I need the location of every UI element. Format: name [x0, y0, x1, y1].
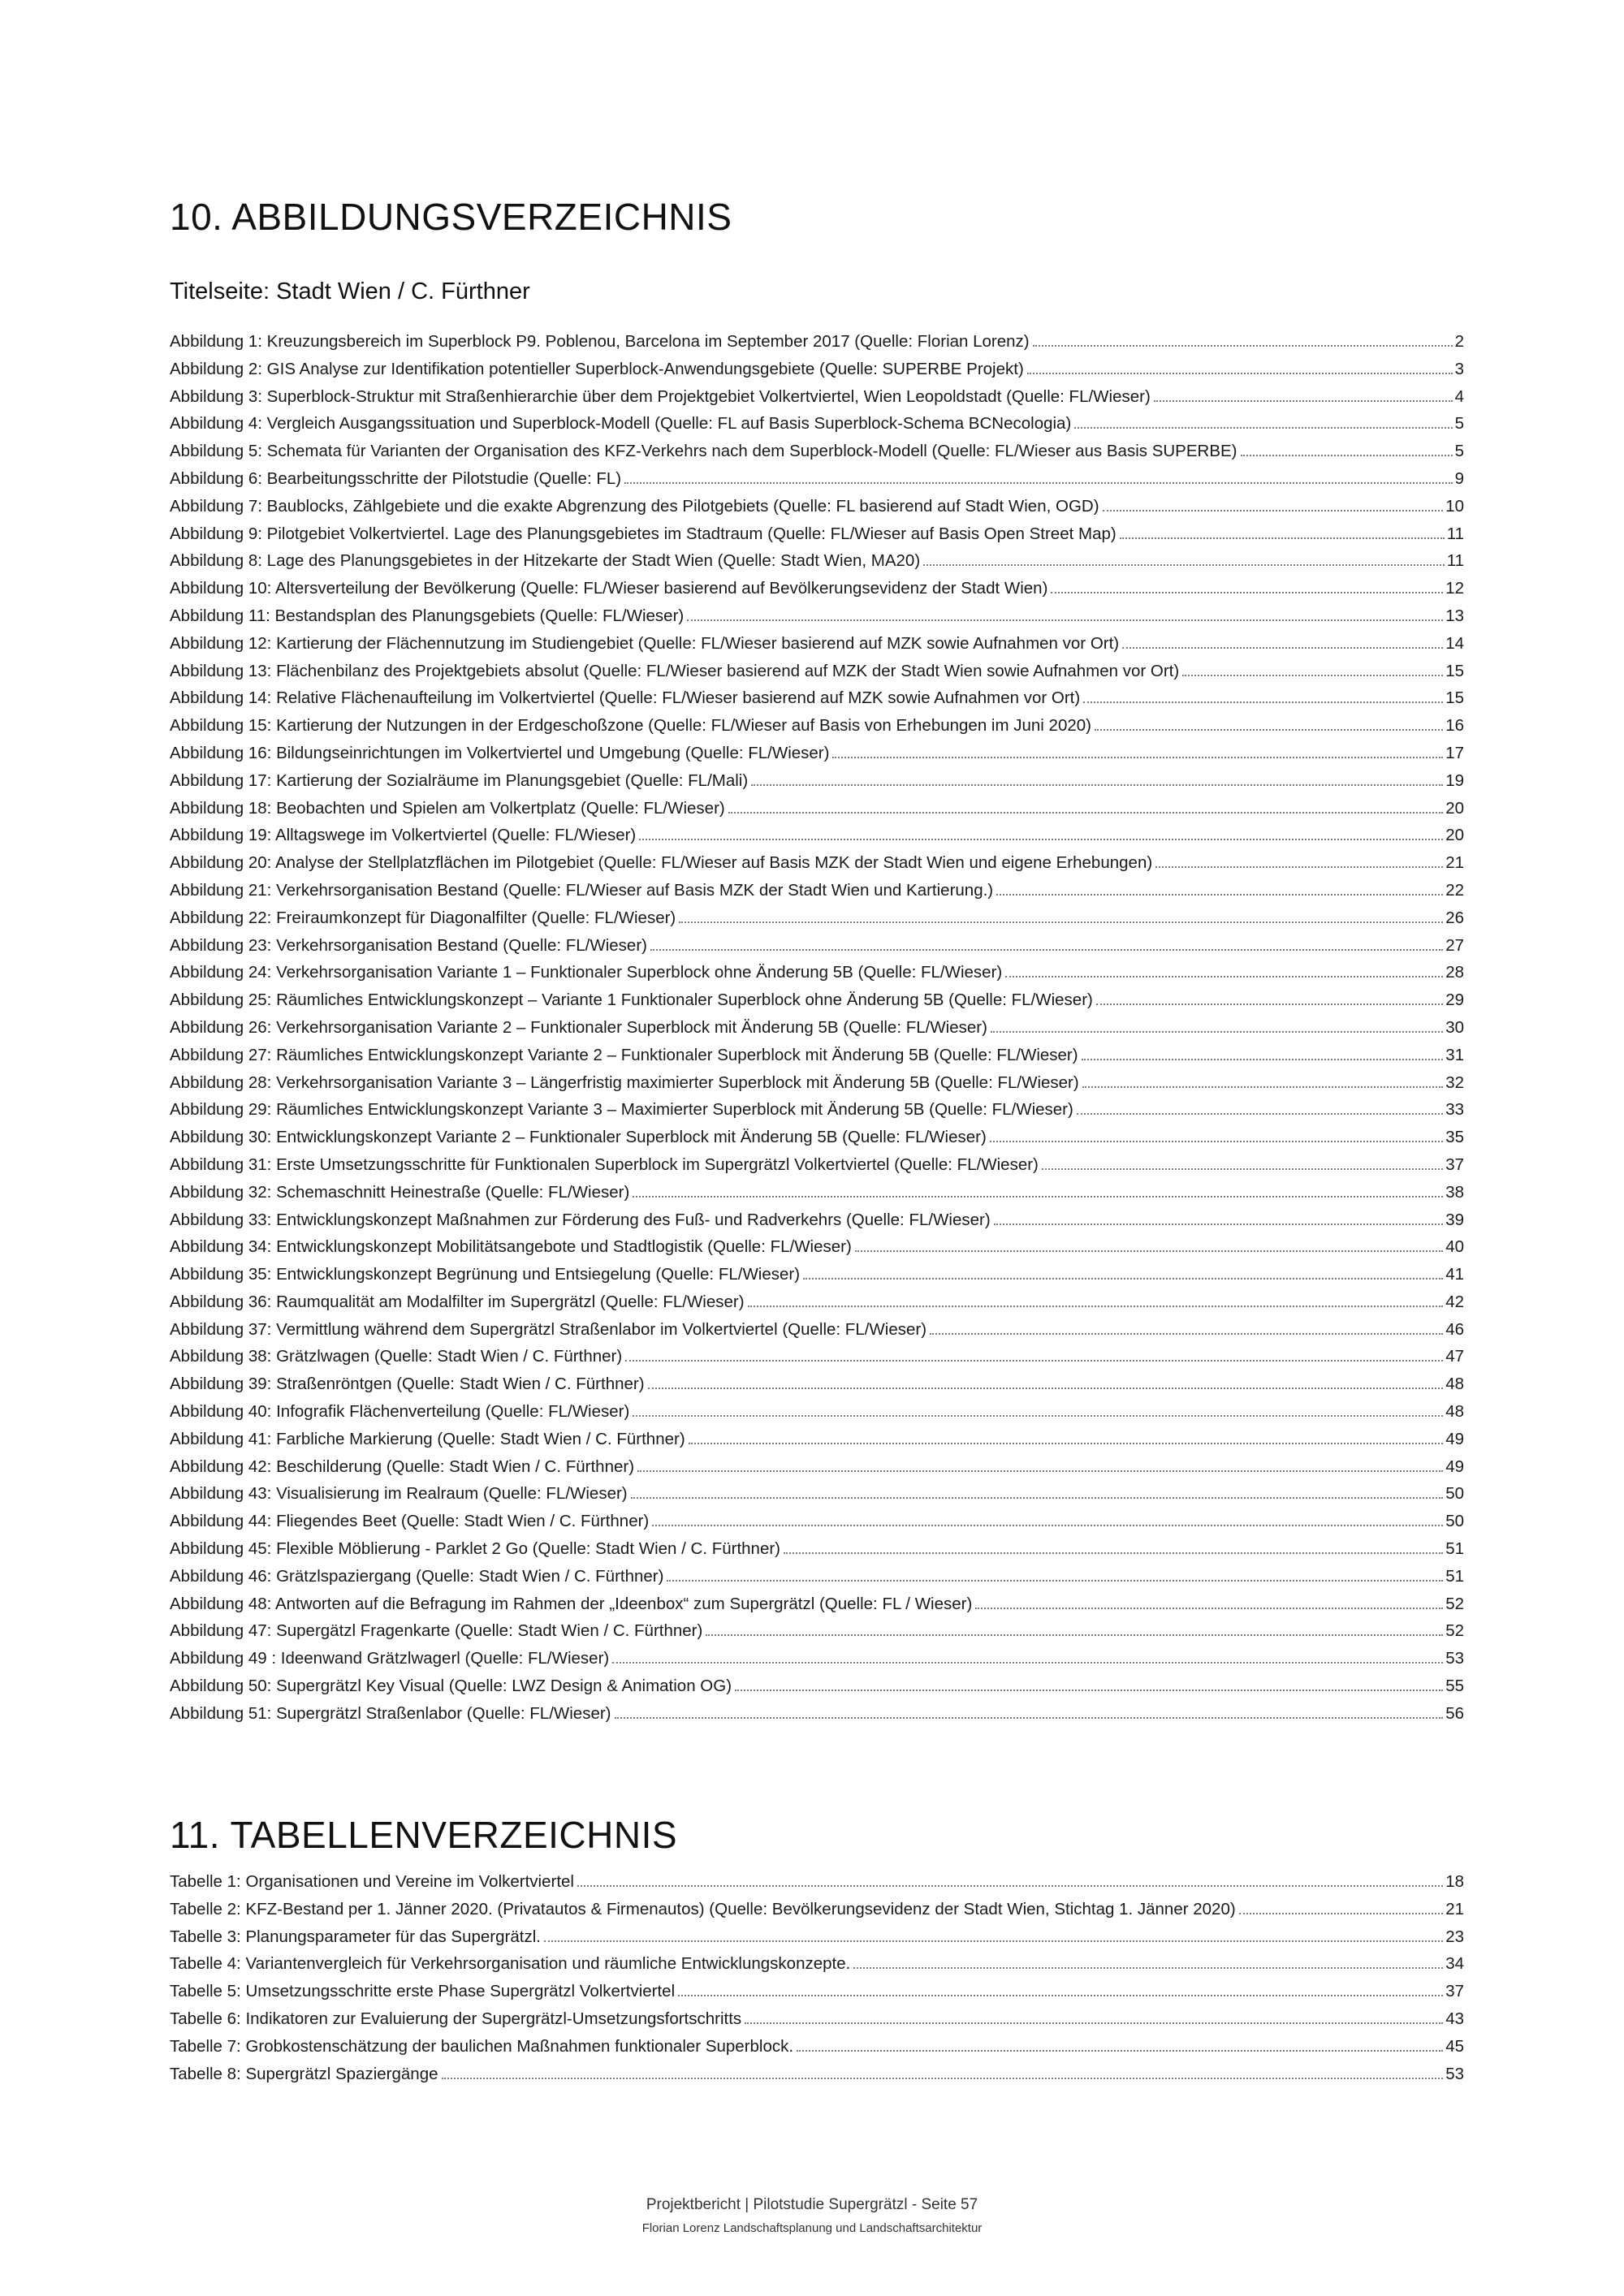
entry-label: Abbildung 21: Verkehrsorganisation Bestand (Quelle: FL/Wieser auf Basis MZK der Stadt Wien und Kartierung.) [170, 880, 994, 900]
figure-entry[interactable] [170, 932, 1464, 960]
entry-page-number: 18 [1445, 1872, 1464, 1891]
entry-label: Abbildung 25: Räumliches Entwicklungskonzept – Variante 1 Funktionaler Superblock ohne Änderung 5B (Quelle: FL/Wieser) [170, 990, 1093, 1010]
dot-leader [1042, 1168, 1443, 1170]
entry-page-number: 21 [1445, 1899, 1464, 1918]
entry-page-number: 13 [1445, 606, 1464, 625]
entry-label: Abbildung 24: Verkehrsorganisation Variante 1 – Funktionaler Superblock ohne Änderung 5B (Quelle: FL/Wieser) [170, 963, 1003, 982]
figure-entry[interactable] [170, 712, 1464, 740]
dot-leader [639, 839, 1443, 840]
figure-entry[interactable] [170, 1480, 1464, 1508]
entry-label: Abbildung 35: Entwicklungskonzept Begrünung und Entsiegelung (Quelle: FL/Wieser) [170, 1265, 801, 1284]
dot-leader [1083, 701, 1443, 703]
figure-entry[interactable] [170, 877, 1464, 904]
entry-page-number: 14 [1445, 633, 1464, 653]
dot-leader [615, 1717, 1444, 1719]
dot-leader [1122, 647, 1443, 649]
dot-leader [797, 2050, 1443, 2052]
entry-page-number: 40 [1445, 1237, 1464, 1257]
dot-leader [442, 2078, 1444, 2079]
entry-label: Tabelle 8: Supergrätzl Spaziergänge [170, 2064, 438, 2083]
dot-leader [923, 564, 1445, 566]
figure-entry[interactable] [170, 849, 1464, 877]
figure-entry[interactable] [170, 575, 1464, 602]
dot-leader [748, 1306, 1444, 1307]
dot-leader [990, 1141, 1443, 1142]
figure-entry[interactable] [170, 795, 1464, 822]
entry-label: Abbildung 49 : Ideenwand Grätzlwagerl (Quelle: FL/Wieser) [170, 1649, 610, 1668]
dot-leader [745, 2022, 1443, 2024]
figure-entry[interactable] [170, 1426, 1464, 1453]
entry-label: Abbildung 46: Grätzlspaziergang (Quelle: Stadt Wien / C. Fürthner) [170, 1566, 664, 1586]
title-page-credit: Titelseite: Stadt Wien / C. Fürthner [170, 278, 530, 304]
entry-label: Abbildung 32: Schemaschnitt Heinestraße (Quelle: FL/Wieser) [170, 1182, 630, 1202]
entry-page-number: 20 [1445, 826, 1464, 845]
table-entry[interactable] [170, 2033, 1464, 2061]
dot-leader [1033, 345, 1453, 347]
dot-leader [994, 1224, 1444, 1225]
table-entry[interactable] [170, 1923, 1464, 1951]
entry-label: Abbildung 12: Kartierung der Flächennutzung im Studiengebiet (Quelle: FL/Wieser basierend auf MZK sowie Aufnahmen vor Ort) [170, 633, 1120, 653]
figure-entry[interactable] [170, 1069, 1464, 1097]
entry-page-number: 52 [1445, 1621, 1464, 1641]
dot-leader [975, 1608, 1443, 1609]
figures-heading: 10. ABBILDUNGSVERZEICHNIS [170, 196, 732, 238]
dot-leader [633, 1196, 1443, 1198]
figure-entry[interactable] [170, 1288, 1464, 1316]
entry-page-number: 47 [1445, 1347, 1464, 1366]
entry-label: Abbildung 1: Kreuzungsbereich im Superblock P9. Poblenou, Barcelona im September 2017 (Quelle: Florian Lorenz) [170, 332, 1030, 351]
figure-entry[interactable] [170, 493, 1464, 520]
tables-list [170, 1868, 1464, 2087]
entry-label: Abbildung 11: Bestandsplan des Planungsgebiets (Quelle: FL/Wieser) [170, 606, 685, 625]
entry-label: Abbildung 29: Räumliches Entwicklungskonzept Variante 3 – Maximierter Superblock mit Änderung 5B (Quelle: FL/Wieser) [170, 1100, 1073, 1120]
entry-label: Abbildung 26: Verkehrsorganisation Variante 2 – Funktionaler Superblock mit Änderung 5B (Quelle: FL/Wieser) [170, 1017, 987, 1037]
dot-leader [689, 1443, 1444, 1444]
figure-entry[interactable] [170, 1398, 1464, 1426]
entry-page-number: 10 [1445, 496, 1464, 516]
entry-label: Abbildung 51: Supergrätzl Straßenlabor (Quelle: FL/Wieser) [170, 1703, 611, 1723]
entry-label: Abbildung 37: Vermittlung während dem Supergrätzl Straßenlabor im Volkertviertel (Quelle: FL/Wieser) [170, 1319, 927, 1339]
dot-leader [853, 1967, 1443, 1969]
entry-page-number: 51 [1445, 1566, 1464, 1586]
entry-label: Abbildung 4: Vergleich Ausgangssituation und Superblock-Modell (Quelle: FL auf Basis Superblock-Schema BCNecologia) [170, 414, 1072, 434]
entry-label: Abbildung 28: Verkehrsorganisation Variante 3 – Längerfristig maximierter Superblock mit Änderung 5B (Quelle: FL/Wieser) [170, 1072, 1079, 1092]
entry-page-number: 16 [1445, 716, 1464, 736]
dot-leader [1154, 400, 1453, 402]
figure-entry[interactable] [170, 1590, 1464, 1618]
dot-leader [735, 1690, 1443, 1691]
dot-leader [803, 1278, 1443, 1280]
figure-entry[interactable] [170, 1535, 1464, 1563]
entry-page-number: 38 [1445, 1182, 1464, 1202]
entry-label: Abbildung 13: Flächenbilanz des Projektgebiets absolut (Quelle: FL/Wieser basierend auf MZK der Stadt Wien sowie Aufnahmen vor Ort) [170, 661, 1180, 680]
dot-leader [667, 1580, 1443, 1582]
entry-page-number: 21 [1445, 853, 1464, 873]
figure-entry[interactable] [170, 1014, 1464, 1042]
dot-leader [1074, 427, 1452, 429]
figure-entry[interactable] [170, 822, 1464, 849]
figure-entry[interactable] [170, 1316, 1464, 1344]
figure-entry[interactable] [170, 1617, 1464, 1645]
entry-label: Abbildung 7: Baublocks, Zählgebiete und die exakte Abgrenzung des Pilotgebiets (Quelle: FL basierend auf Stadt Wien, OGD) [170, 496, 1099, 516]
figure-entry[interactable] [170, 328, 1464, 356]
figure-entry[interactable] [170, 1563, 1464, 1590]
entry-label: Abbildung 39: Straßenröntgen (Quelle: Stadt Wien / C. Fürthner) [170, 1375, 645, 1394]
dot-leader [1239, 1913, 1443, 1914]
dot-leader [1051, 592, 1443, 593]
entry-page-number: 12 [1445, 579, 1464, 598]
dot-leader [1095, 729, 1443, 731]
entry-page-number: 20 [1445, 798, 1464, 818]
entry-label: Abbildung 40: Infografik Flächenverteilung (Quelle: FL/Wieser) [170, 1402, 630, 1422]
dot-leader [930, 1333, 1443, 1335]
dot-leader [687, 619, 1443, 621]
entry-page-number: 9 [1454, 468, 1464, 488]
entry-page-number: 48 [1445, 1375, 1464, 1394]
dot-leader [751, 784, 1443, 786]
entry-page-number: 35 [1445, 1128, 1464, 1147]
entry-page-number: 11 [1446, 551, 1464, 571]
figure-entry[interactable] [170, 1233, 1464, 1261]
dot-leader [1096, 1003, 1443, 1005]
dot-leader [631, 1497, 1444, 1499]
entry-page-number: 17 [1445, 743, 1464, 762]
entry-page-number: 34 [1445, 1954, 1464, 1974]
figure-entry[interactable] [170, 1096, 1464, 1124]
dot-leader [832, 757, 1443, 758]
entry-label: Abbildung 47: Supergätzl Fragenkarte (Quelle: Stadt Wien / C. Fürthner) [170, 1621, 703, 1641]
entry-page-number: 30 [1445, 1017, 1464, 1037]
dot-leader [625, 1360, 1443, 1362]
entry-label: Abbildung 15: Kartierung der Nutzungen in der Erdgeschoßzone (Quelle: FL/Wieser auf Basis von Erhebungen im Juni 2020) [170, 716, 1091, 736]
dot-leader [728, 812, 1443, 814]
entry-label: Abbildung 19: Alltagswege im Volkertviertel (Quelle: FL/Wieser) [170, 826, 637, 845]
figure-entry[interactable] [170, 904, 1464, 932]
dot-leader [652, 1525, 1443, 1526]
dot-leader [1077, 1113, 1443, 1115]
entry-label: Abbildung 33: Entwicklungskonzept Maßnahmen zur Förderung des Fuß- und Radverkehrs (Quelle: FL/Wieser) [170, 1210, 991, 1229]
entry-label: Tabelle 3: Planungsparameter für das Supergrätzl. [170, 1927, 541, 1946]
entry-page-number: 22 [1445, 880, 1464, 900]
entry-label: Abbildung 42: Beschilderung (Quelle: Stadt Wien / C. Fürthner) [170, 1457, 635, 1476]
dot-leader [1027, 373, 1453, 374]
figure-entry[interactable] [170, 1151, 1464, 1179]
entry-label: Abbildung 27: Räumliches Entwicklungskonzept Variante 2 – Funktionaler Superblock mit Änderung 5B (Quelle: FL/Wieser) [170, 1045, 1078, 1064]
entry-label: Abbildung 9: Pilotgebiet Volkertviertel. Lage des Planungsgebietes im Stadtraum (Quelle: FL/Wieser auf Basis Open Street Map) [170, 524, 1116, 543]
figure-entry[interactable] [170, 1645, 1464, 1672]
entry-label: Tabelle 6: Indikatoren zur Evaluierung der Supergrätzl-Umsetzungsfortschritts [170, 2009, 742, 2028]
entry-label: Abbildung 44: Fliegendes Beet (Quelle: Stadt Wien / C. Fürthner) [170, 1512, 650, 1531]
dot-leader [996, 894, 1443, 896]
entry-label: Abbildung 23: Verkehrsorganisation Bestand (Quelle: FL/Wieser) [170, 935, 647, 955]
entry-page-number: 3 [1454, 359, 1464, 378]
figure-entry[interactable] [170, 1179, 1464, 1206]
figure-entry[interactable] [170, 740, 1464, 767]
entry-page-number: 29 [1445, 990, 1464, 1010]
entry-label: Abbildung 48: Antworten auf die Befragung im Rahmen der „Ideenbox“ zum Supergrätzl (Quelle: FL / Wieser) [170, 1594, 973, 1613]
dot-leader [855, 1250, 1443, 1252]
entry-page-number: 11 [1446, 524, 1464, 543]
entry-page-number: 49 [1445, 1457, 1464, 1476]
table-entry[interactable] [170, 1978, 1464, 2005]
entry-page-number: 50 [1445, 1484, 1464, 1504]
entry-label: Abbildung 16: Bildungseinrichtungen im Volkertviertel und Umgebung (Quelle: FL/Wieser) [170, 743, 830, 762]
entry-label: Abbildung 34: Entwicklungskonzept Mobilitätsangebote und Stadtlogistik (Quelle: FL/Wieser) [170, 1237, 852, 1257]
dot-leader [1155, 866, 1443, 868]
figure-entry[interactable] [170, 356, 1464, 383]
figure-entry[interactable] [170, 658, 1464, 685]
figure-entry[interactable] [170, 438, 1464, 465]
figure-entry[interactable] [170, 465, 1464, 493]
entry-label: Abbildung 31: Erste Umsetzungsschritte für Funktionalen Superblock im Supergrätzl Volkertviertel (Quelle: FL/Wieser) [170, 1154, 1039, 1174]
dot-leader [544, 1940, 1443, 1942]
entry-label: Tabelle 5: Umsetzungsschritte erste Phase Supergrätzl Volkertviertel [170, 1982, 676, 2001]
entry-page-number: 28 [1445, 963, 1464, 982]
entry-page-number: 53 [1445, 2064, 1464, 2083]
dot-leader [612, 1662, 1443, 1664]
dot-leader [1103, 510, 1444, 511]
dot-leader [1120, 537, 1445, 539]
figure-entry[interactable] [170, 1370, 1464, 1398]
dot-leader [577, 1885, 1443, 1887]
entry-label: Abbildung 10: Altersverteilung der Bevölkerung (Quelle: FL/Wieser basierend auf Bevölkerungsevidenz der Stadt Wien) [170, 579, 1048, 598]
entry-page-number: 46 [1445, 1319, 1464, 1339]
entry-page-number: 23 [1445, 1927, 1464, 1946]
entry-label: Abbildung 5: Schemata für Varianten der Organisation des KFZ-Verkehrs nach dem Superblock-Modell (Quelle: FL/Wieser aus Basis SUPERBE) [170, 442, 1237, 461]
entry-label: Tabelle 7: Grobkostenschätzung der baulichen Maßnahmen funktionaler Superblock. [170, 2036, 794, 2056]
entry-page-number: 2 [1454, 332, 1464, 351]
figure-entry[interactable] [170, 959, 1464, 986]
entry-label: Abbildung 30: Entwicklungskonzept Variante 2 – Funktionaler Superblock mit Änderung 5B (Quelle: FL/Wieser) [170, 1128, 987, 1147]
entry-page-number: 43 [1445, 2009, 1464, 2028]
entry-page-number: 19 [1445, 770, 1464, 790]
entry-label: Abbildung 43: Visualisierung im Realraum (Quelle: FL/Wieser) [170, 1484, 628, 1504]
figure-entry[interactable] [170, 1672, 1464, 1700]
entry-page-number: 31 [1445, 1045, 1464, 1064]
entry-page-number: 26 [1445, 908, 1464, 927]
dot-leader [1241, 455, 1453, 456]
figure-entry[interactable] [170, 1343, 1464, 1370]
figure-entry[interactable] [170, 684, 1464, 712]
figure-entry[interactable] [170, 1206, 1464, 1234]
entry-label: Abbildung 3: Superblock-Struktur mit Straßenhierarchie über dem Projektgebiet Volkertviertel, Wien Leopoldstadt (Quelle: FL/Wieser) [170, 386, 1151, 406]
dot-leader [784, 1552, 1443, 1554]
dot-leader [991, 1031, 1443, 1033]
entry-page-number: 56 [1445, 1703, 1464, 1723]
table-entry[interactable] [170, 1896, 1464, 1923]
entry-label: Abbildung 20: Analyse der Stellplatzflächen im Pilotgebiet (Quelle: FL/Wieser auf Basis MZK der Stadt Wien und eigene Erhebungen) [170, 853, 1153, 873]
dot-leader [650, 949, 1443, 951]
dot-leader [1005, 976, 1443, 978]
entry-page-number: 42 [1445, 1292, 1464, 1311]
entry-label: Abbildung 38: Grätzlwagen (Quelle: Stadt Wien / C. Fürthner) [170, 1347, 623, 1366]
dot-leader [633, 1415, 1443, 1417]
entry-label: Abbildung 18: Beobachten und Spielen am Volkertplatz (Quelle: FL/Wieser) [170, 798, 725, 818]
figure-entry[interactable] [170, 547, 1464, 575]
entry-label: Abbildung 36: Raumqualität am Modalfilter im Supergrätzl (Quelle: FL/Wieser) [170, 1292, 745, 1311]
dot-leader [678, 1995, 1443, 1996]
figure-entry[interactable] [170, 767, 1464, 795]
entry-page-number: 41 [1445, 1265, 1464, 1284]
entry-page-number: 15 [1445, 661, 1464, 680]
entry-label: Tabelle 2: KFZ-Bestand per 1. Jänner 2020. (Privatautos & Firmenautos) (Quelle: Bevölkerungsevidenz der Stadt Wien, Stichtag 1. Jänner 2020) [170, 1899, 1236, 1918]
figure-entry[interactable] [170, 383, 1464, 411]
entry-page-number: 50 [1445, 1512, 1464, 1531]
entry-page-number: 53 [1445, 1649, 1464, 1668]
figure-entry[interactable] [170, 1700, 1464, 1728]
entry-label: Tabelle 1: Organisationen und Vereine im Volkertviertel [170, 1872, 574, 1891]
entry-label: Abbildung 22: Freiraumkonzept für Diagonalfilter (Quelle: FL/Wieser) [170, 908, 676, 927]
entry-label: Abbildung 41: Farbliche Markierung (Quelle: Stadt Wien / C. Fürthner) [170, 1429, 685, 1448]
figure-entry[interactable] [170, 1453, 1464, 1481]
entry-page-number: 27 [1445, 935, 1464, 955]
dot-leader [648, 1388, 1444, 1389]
figure-entry[interactable] [170, 1124, 1464, 1151]
table-entry[interactable] [170, 1950, 1464, 1978]
table-entry[interactable] [170, 2061, 1464, 2088]
figure-entry[interactable] [170, 986, 1464, 1014]
entry-page-number: 51 [1445, 1539, 1464, 1559]
figure-entry[interactable] [170, 630, 1464, 658]
dot-leader [637, 1470, 1443, 1472]
entry-page-number: 45 [1445, 2036, 1464, 2056]
figure-entry[interactable] [170, 1261, 1464, 1288]
dot-leader [1082, 1059, 1444, 1060]
dot-leader [624, 482, 1453, 484]
entry-page-number: 48 [1445, 1402, 1464, 1422]
dot-leader [1182, 675, 1443, 676]
entry-page-number: 33 [1445, 1100, 1464, 1120]
entry-page-number: 5 [1454, 442, 1464, 461]
figure-entry[interactable] [170, 520, 1464, 548]
figure-entry[interactable] [170, 1042, 1464, 1069]
entry-label: Abbildung 8: Lage des Planungsgebietes in der Hitzekarte der Stadt Wien (Quelle: Stadt Wien, MA20) [170, 551, 921, 571]
entry-label: Abbildung 17: Kartierung der Sozialräume im Planungsgebiet (Quelle: FL/Mali) [170, 770, 749, 790]
entry-page-number: 37 [1445, 1154, 1464, 1174]
figures-list [170, 328, 1464, 1728]
entry-label: Abbildung 45: Flexible Möblierung - Parklet 2 Go (Quelle: Stadt Wien / C. Fürthner) [170, 1539, 781, 1559]
entry-page-number: 37 [1445, 1982, 1464, 2001]
entry-label: Abbildung 2: GIS Analyse zur Identifikation potentieller Superblock-Anwendungsgebiete (Quelle: SUPERBE Projekt) [170, 359, 1024, 378]
footer-line-1: Projektbericht | Pilotstudie Supergrätzl - Seite 57 [646, 2196, 978, 2213]
entry-label: Abbildung 6: Bearbeitungsschritte der Pilotstudie (Quelle: FL) [170, 468, 622, 488]
entry-page-number: 32 [1445, 1072, 1464, 1092]
table-entry[interactable] [170, 1868, 1464, 1896]
entry-page-number: 39 [1445, 1210, 1464, 1229]
entry-page-number: 4 [1454, 386, 1464, 406]
entry-page-number: 5 [1454, 414, 1464, 434]
entry-page-number: 49 [1445, 1429, 1464, 1448]
table-entry[interactable] [170, 2005, 1464, 2033]
dot-leader [1082, 1086, 1443, 1088]
footer-line-2: Florian Lorenz Landschaftsplanung und Landschaftsarchitektur [641, 2221, 983, 2235]
figure-entry[interactable] [170, 602, 1464, 630]
dot-leader [679, 921, 1443, 923]
entry-page-number: 52 [1445, 1594, 1464, 1613]
entry-label: Tabelle 4: Variantenvergleich für Verkehrsorganisation und räumliche Entwicklungskonzepte. [170, 1954, 851, 1974]
entry-label: Abbildung 14: Relative Flächenaufteilung im Volkertviertel (Quelle: FL/Wieser basierend auf MZK sowie Aufnahmen vor Ort) [170, 688, 1081, 708]
figure-entry[interactable] [170, 410, 1464, 438]
entry-label: Abbildung 50: Supergrätzl Key Visual (Quelle: LWZ Design & Animation OG) [170, 1677, 732, 1696]
entry-page-number: 55 [1445, 1677, 1464, 1696]
dot-leader [706, 1634, 1443, 1636]
figure-entry[interactable] [170, 1508, 1464, 1535]
tables-heading: 11. TABELLENVERZEICHNIS [170, 1814, 678, 1856]
entry-page-number: 15 [1445, 688, 1464, 708]
